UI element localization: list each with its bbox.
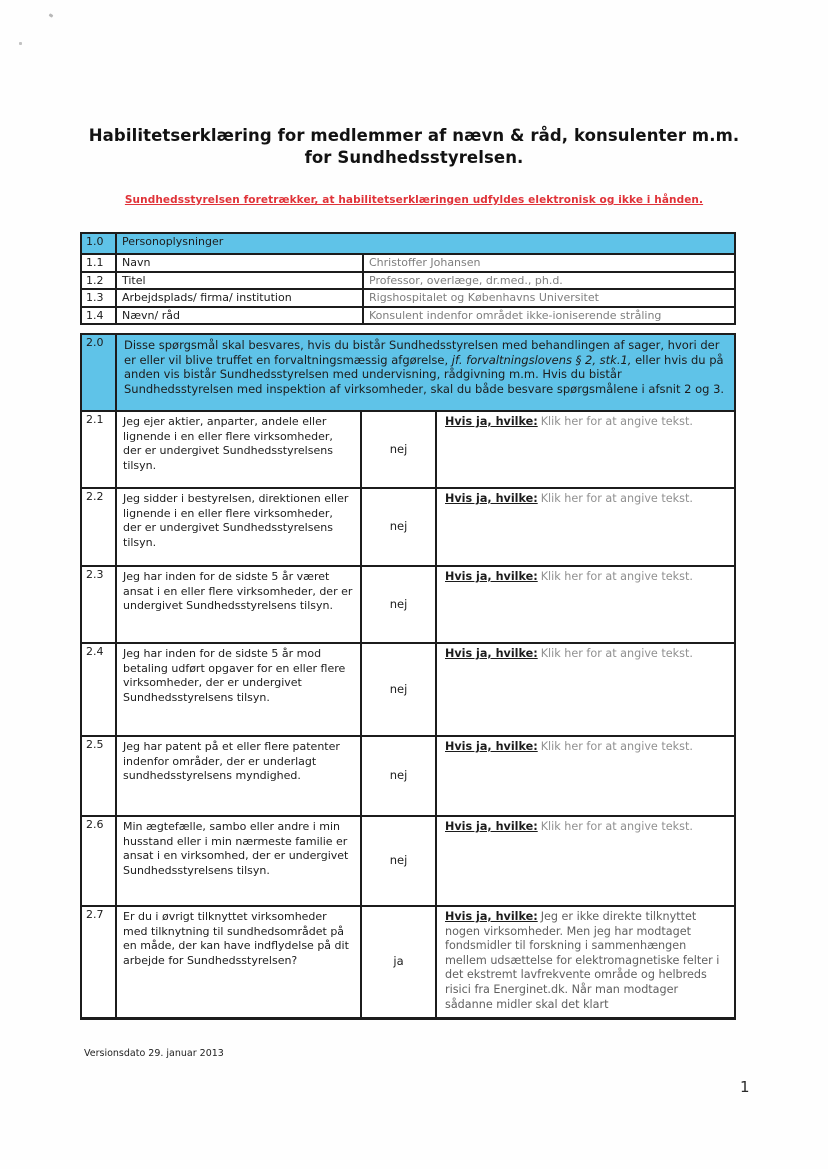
question-text: Er du i øvrigt tilknyttet virksomheder med tilknytning til sundhedsområdet på en måde, der kan have indflydelse på dit arbejde for Sundhedsstyrelsen?: [117, 907, 362, 1017]
question-row: [82, 737, 734, 817]
yes-no-answer: ja: [362, 907, 437, 1017]
yes-no-answer: nej: [362, 737, 437, 815]
question-row: [82, 412, 734, 489]
details-cell: [437, 567, 734, 642]
question-text: Jeg sidder i bestyrelsen, direktionen eller lignende i en eller flere virksomheder, der er undergivet Sundhedsstyrelsens tilsyn.: [117, 489, 362, 565]
personal-info-header-row: [82, 234, 734, 255]
row-value: Christoffer Johansen: [369, 256, 481, 269]
question-row: [82, 817, 734, 907]
question-text: Min ægtefælle, sambo eller andre i min husstand eller i min nærmeste familie er ansat i en virksomhed, der er undergivet Sundhedsstyrelsens tilsyn.: [117, 817, 362, 905]
question-number: 2.3: [82, 567, 117, 642]
row-number: 1.2: [82, 273, 117, 289]
details-text: Klik her for at angive tekst.: [540, 570, 693, 583]
question-number: 2.2: [82, 489, 117, 565]
row-label: Titel: [117, 273, 364, 289]
page-number: 1: [740, 1078, 750, 1096]
personal-info-row: [82, 308, 734, 324]
hvis-ja-label: Hvis ja, hvilke:: [445, 647, 538, 660]
details-cell: [437, 817, 734, 905]
scan-artifact: [19, 42, 22, 45]
row-label: Navn: [117, 255, 364, 271]
personal-info-table: [80, 232, 736, 325]
yes-no-answer: nej: [362, 489, 437, 565]
details-cell: [437, 907, 734, 1017]
hvis-ja-label: Hvis ja, hvilke:: [445, 740, 538, 753]
section1-title: Personoplysninger: [122, 235, 224, 248]
hvis-ja-label: Hvis ja, hvilke:: [445, 415, 538, 428]
details-cell: [437, 412, 734, 487]
row-number: 1.3: [82, 290, 117, 306]
hvis-ja-label: Hvis ja, hvilke:: [445, 910, 538, 923]
page-title-line2: for Sundhedsstyrelsen.: [304, 148, 524, 167]
details-text: Klik her for at angive tekst.: [540, 740, 693, 753]
question-number: 2.6: [82, 817, 117, 905]
question-rows: [82, 412, 734, 1017]
intro-text-italic: jf. forvaltningslovens § 2, stk.1,: [451, 352, 632, 367]
question-row: [82, 644, 734, 737]
personal-info-row: [82, 290, 734, 308]
row-number: 1.4: [82, 308, 117, 324]
details-cell: [437, 489, 734, 565]
question-row: [82, 907, 734, 1017]
question-number: 2.1: [82, 412, 117, 487]
questions-intro-row: [82, 335, 734, 412]
yes-no-answer: nej: [362, 412, 437, 487]
document-title-block: [0, 125, 828, 169]
details-text: Klik her for at angive tekst.: [540, 647, 693, 660]
section1-number: 1.0: [82, 234, 117, 253]
version-date: Versionsdato 29. januar 2013: [84, 1048, 224, 1059]
page-title-line1: Habilitetserklæring for medlemmer af nævn & råd, konsulenter m.m.: [88, 126, 740, 145]
details-text: Klik her for at angive tekst.: [540, 820, 693, 833]
question-number: 2.4: [82, 644, 117, 735]
scan-artifact: [49, 13, 54, 18]
row-label: Nævn/ råd: [117, 308, 364, 324]
details-cell: [437, 644, 734, 735]
personal-info-row: [82, 255, 734, 273]
intro-text-part1: Disse spørgsmål skal besvares, hvis du bistår Sundhedsstyrelsen med behandlingen af sager, hvori der er eller vil blive truffet en forvaltningsmæssig afgørelse,: [124, 338, 720, 367]
question-number: 2.7: [82, 907, 117, 1017]
personal-info-row: [82, 273, 734, 291]
yes-no-answer: nej: [362, 567, 437, 642]
row-value: Rigshospitalet og Københavns Universitet: [369, 291, 599, 304]
row-number: 1.1: [82, 255, 117, 271]
question-number: 2.5: [82, 737, 117, 815]
hvis-ja-label: Hvis ja, hvilke:: [445, 492, 538, 505]
yes-no-answer: nej: [362, 644, 437, 735]
section2-intro: [117, 335, 734, 410]
personal-info-rows: [82, 255, 734, 323]
hvis-ja-label: Hvis ja, hvilke:: [445, 570, 538, 583]
questions-table: [80, 333, 736, 1020]
details-text: Klik her for at angive tekst.: [540, 492, 693, 505]
hvis-ja-label: Hvis ja, hvilke:: [445, 820, 538, 833]
question-text: Jeg har patent på et eller flere patenter indenfor områder, der er underlagt sundhedsstyrelsens myndighed.: [117, 737, 362, 815]
question-text: Jeg ejer aktier, anparter, andele eller lignende i en eller flere virksomheder, der er undergivet Sundhedsstyrelsens tilsyn.: [117, 412, 362, 487]
intro-text-part2: eller hvis du på anden vis bistår Sundhedsstyrelsen med undervisning, rådgivning m.m. Hvis du bistår Sundhedsstyrelsen med inspektion af virksomheder, skal du både besvare spørgsmålene i afsnit 2 og 3.: [124, 352, 725, 396]
row-label: Arbejdsplads/ firma/ institution: [117, 290, 364, 306]
question-row: [82, 489, 734, 567]
row-value: Professor, overlæge, dr.med., ph.d.: [369, 273, 563, 287]
subtitle-wrap: [0, 188, 828, 207]
question-text: Jeg har inden for de sidste 5 år været ansat i en eller flere virksomheder, der er undergivet Sundhedsstyrelsens tilsyn.: [117, 567, 362, 642]
electronic-fill-notice: Sundhedsstyrelsen foretrækker, at habilitetserklæringen udfyldes elektronisk og ikke i hånden.: [124, 194, 704, 206]
question-row: [82, 567, 734, 644]
section2-number: 2.0: [82, 335, 117, 410]
row-value: Konsulent indenfor området ikke-ioniserende stråling: [369, 308, 662, 322]
details-text: Klik her for at angive tekst.: [540, 415, 693, 428]
details-text: Jeg er ikke direkte tilknyttet nogen virksomheder. Men jeg har modtaget fondsmidler til forskning i sammenhængen mellem udsættelse for elektromagnetiske felter i det ekstremt lavfrekvente område og helbreds risici fra Energinet.dk. Når man modtager sådanne midler skal det klart: [445, 910, 720, 1011]
yes-no-answer: nej: [362, 817, 437, 905]
question-text: Jeg har inden for de sidste 5 år mod betaling udført opgaver for en eller flere virksomheder, der er undergivet Sundhedsstyrelsens tilsyn.: [117, 644, 362, 735]
details-cell: [437, 737, 734, 815]
